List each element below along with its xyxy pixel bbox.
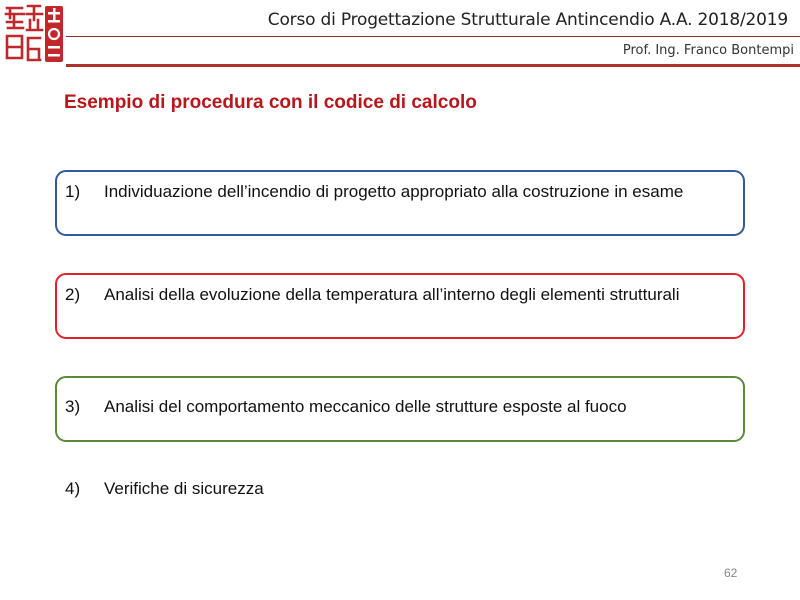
step-box-1 <box>55 170 745 236</box>
step-text: Analisi del comportamento meccanico delle strutture esposte al fuoco <box>104 397 627 416</box>
header-divider <box>66 36 800 37</box>
step-text: Individuazione dell’incendio di progetto appropriato alla costruzione in esame <box>104 182 684 201</box>
step-box-3 <box>55 376 745 442</box>
step-number: 4) <box>65 479 81 498</box>
step-box-2 <box>55 273 745 339</box>
step-item-4 <box>55 472 745 502</box>
step-number: 3) <box>65 397 81 416</box>
page-number: 62 <box>724 566 738 580</box>
slide-title: Esempio di procedura con il codice di calcolo <box>64 92 477 113</box>
red-seal-logo-icon <box>2 2 66 66</box>
professor-name: Prof. Ing. Franco Bontempi <box>622 43 794 58</box>
header-bottom-rule <box>66 64 800 67</box>
step-number: 1) <box>65 182 81 201</box>
course-title: Corso di Progettazione Strutturale Antincendio A.A. 2018/2019 <box>267 10 788 30</box>
step-text: Analisi della evoluzione della temperatura all’interno degli elementi strutturali <box>104 285 680 304</box>
step-text: Verifiche di sicurezza <box>104 479 264 498</box>
step-number: 2) <box>65 285 81 304</box>
